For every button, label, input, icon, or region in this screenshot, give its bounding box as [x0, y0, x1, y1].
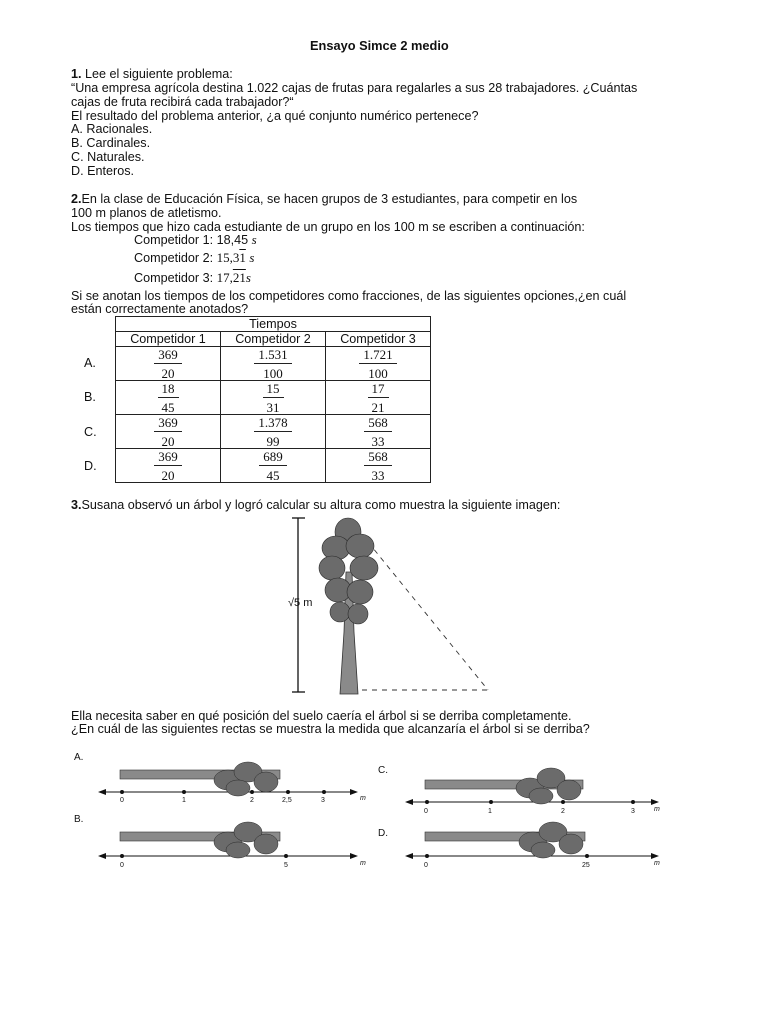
table-cell [326, 415, 431, 449]
competitor-2-label: Competidor 2: [134, 251, 214, 265]
tick-label: 2,5 [282, 797, 292, 804]
column-competidor-3: Competidor 3 [326, 332, 431, 347]
table-header-tiempos: Tiempos [116, 317, 431, 332]
numerator: 369 [154, 416, 182, 432]
fraction [359, 348, 396, 380]
table-option-b: B. [84, 390, 96, 404]
table-cell [116, 449, 221, 483]
tick-label: 5 [284, 862, 288, 869]
numerator: 568 [364, 450, 392, 466]
table-option-c: C. [84, 425, 97, 439]
denominator: 33 [371, 433, 385, 449]
number-line-a [98, 758, 368, 808]
column-competidor-1: Competidor 1 [116, 332, 221, 347]
height-unit: m [303, 597, 313, 609]
unit-label: m [360, 795, 366, 802]
question-1-option-d: D. Enteros. [71, 164, 134, 178]
denominator: 21 [371, 399, 385, 415]
times-table [115, 316, 431, 483]
competitor-1-time [134, 233, 257, 247]
table-cell [116, 347, 221, 381]
unit-label: m [654, 860, 660, 867]
question-1-option-a: A. Racionales. [71, 122, 153, 136]
question-2-line-1-text: En la clase de Educación Física, se hacen grupos de 3 estudiantes, para competir en los [81, 192, 578, 206]
question-1-line-1: “Una empresa agrícola destina 1.022 cajas de frutas para regalarles a sus 28 trabajadores. ¿Cuántas [71, 81, 638, 95]
number-line-b [98, 820, 368, 865]
question-2-line-1 [71, 192, 577, 206]
numerator: 17 [368, 382, 389, 398]
height-label [288, 596, 312, 610]
unit-label: m [654, 806, 660, 813]
denominator: 45 [161, 399, 175, 415]
competitor-3-unit: s [245, 270, 251, 285]
competitor-3-label: Competidor 3: [134, 271, 214, 285]
question-2-line-2: 100 m planos de atletismo. [71, 206, 222, 220]
tick-label: 0 [424, 862, 428, 869]
denominator: 100 [368, 365, 388, 381]
question-3-intro [71, 498, 560, 512]
fraction [254, 348, 291, 380]
tick-label: 3 [631, 808, 635, 815]
tick-label: 3 [321, 797, 325, 804]
tick-label: 0 [120, 797, 124, 804]
denominator: 20 [161, 433, 175, 449]
competitor-1-label: Competidor 1: 18,45 [134, 233, 249, 247]
question-1-intro [71, 67, 233, 81]
fraction [254, 416, 291, 448]
option-a-letter: A. [74, 752, 84, 763]
option-d-letter: D. [378, 828, 388, 839]
table-cell [221, 381, 326, 415]
question-3-intro-text: Susana observó un árbol y logró calcular su altura como muestra la siguiente imagen: [81, 498, 561, 512]
denominator: 99 [266, 433, 280, 449]
question-2-number: 2. [71, 192, 82, 206]
numerator: 689 [259, 450, 287, 466]
competitor-2-value: 15,3 [216, 250, 240, 265]
fraction [263, 382, 284, 414]
numerator: 568 [364, 416, 392, 432]
numerator: 15 [263, 382, 284, 398]
question-1-line-2: cajas de fruta recibirá cada trabajador?“ [71, 95, 294, 109]
competitor-2-unit: s [249, 250, 255, 265]
fraction [154, 450, 182, 482]
question-3-line-2: ¿En cuál de las siguientes rectas se muestra la medida que alcanzaría el árbol si se derriba? [71, 722, 590, 736]
tick-label: 0 [424, 808, 428, 815]
column-competidor-2: Competidor 2 [221, 332, 326, 347]
denominator: 31 [266, 399, 280, 415]
competitor-1-unit: s [251, 232, 257, 247]
tick-label: 1 [488, 808, 492, 815]
unit-label: m [360, 860, 366, 867]
denominator: 33 [371, 467, 385, 483]
question-1-option-c: C. Naturales. [71, 150, 145, 164]
fraction [154, 348, 182, 380]
denominator: 100 [263, 365, 283, 381]
diagonal-dashed-line [368, 542, 488, 690]
page-title: Ensayo Simce 2 medio [310, 38, 449, 53]
tick-label: 25 [582, 862, 590, 869]
competitor-2-period: 1 [239, 250, 246, 265]
numerator: 1.531 [254, 348, 291, 364]
tree-height-figure [280, 512, 500, 702]
table-cell [326, 449, 431, 483]
denominator: 45 [266, 467, 280, 483]
fraction [154, 416, 182, 448]
question-3-number: 3. [71, 498, 82, 512]
number-line-c [405, 766, 665, 811]
fraction [158, 382, 179, 414]
tick-label: 2 [250, 797, 254, 804]
tree-foliage [319, 518, 378, 624]
denominator: 20 [161, 467, 175, 483]
table-cell [221, 415, 326, 449]
table-option-d: D. [84, 459, 97, 473]
competitor-3-time [134, 271, 251, 285]
table-row [116, 347, 431, 381]
denominator: 20 [161, 365, 175, 381]
competitor-2-time [134, 251, 254, 265]
table-cell [116, 381, 221, 415]
question-2-prompt-2: están correctamente anotados? [71, 302, 249, 316]
tick-label: 1 [182, 797, 186, 804]
option-b-letter: B. [74, 814, 84, 825]
question-1-option-b: B. Cardinales. [71, 136, 151, 150]
table-cell [221, 449, 326, 483]
height-value: √5 [288, 597, 301, 609]
fraction [364, 450, 392, 482]
numerator: 1.378 [254, 416, 291, 432]
question-2-line-3: Los tiempos que hizo cada estudiante de un grupo en los 100 m se escriben a continuación: [71, 220, 585, 234]
numerator: 369 [154, 450, 182, 466]
numerator: 1.721 [359, 348, 396, 364]
fraction [368, 382, 389, 414]
question-1-intro-text: Lee el siguiente problema: [81, 67, 233, 81]
competitor-3-value: 17, [216, 270, 233, 285]
table-cell [221, 347, 326, 381]
table-cell [326, 347, 431, 381]
table-cell [116, 415, 221, 449]
table-option-a: A. [84, 356, 96, 370]
table-row [116, 415, 431, 449]
competitor-3-period: 21 [232, 270, 246, 285]
numerator: 18 [158, 382, 179, 398]
question-1-line-3: El resultado del problema anterior, ¿a qué conjunto numérico pertenece? [71, 109, 479, 123]
fraction [259, 450, 287, 482]
table-cell [326, 381, 431, 415]
question-2-prompt-1: Si se anotan los tiempos de los competidores como fracciones, de las siguientes opciones,¿en cuál [71, 289, 627, 303]
table-row [116, 449, 431, 483]
number-line-d [405, 820, 665, 865]
tick-label: 2 [561, 808, 565, 815]
option-c-letter: C. [378, 765, 388, 776]
tick-label: 0 [120, 862, 124, 869]
fraction [364, 416, 392, 448]
question-1-number: 1. [71, 67, 82, 81]
numerator: 369 [154, 348, 182, 364]
table-row [116, 381, 431, 415]
question-3-line-1: Ella necesita saber en qué posición del suelo caería el árbol si se derriba completamente. [71, 709, 572, 723]
